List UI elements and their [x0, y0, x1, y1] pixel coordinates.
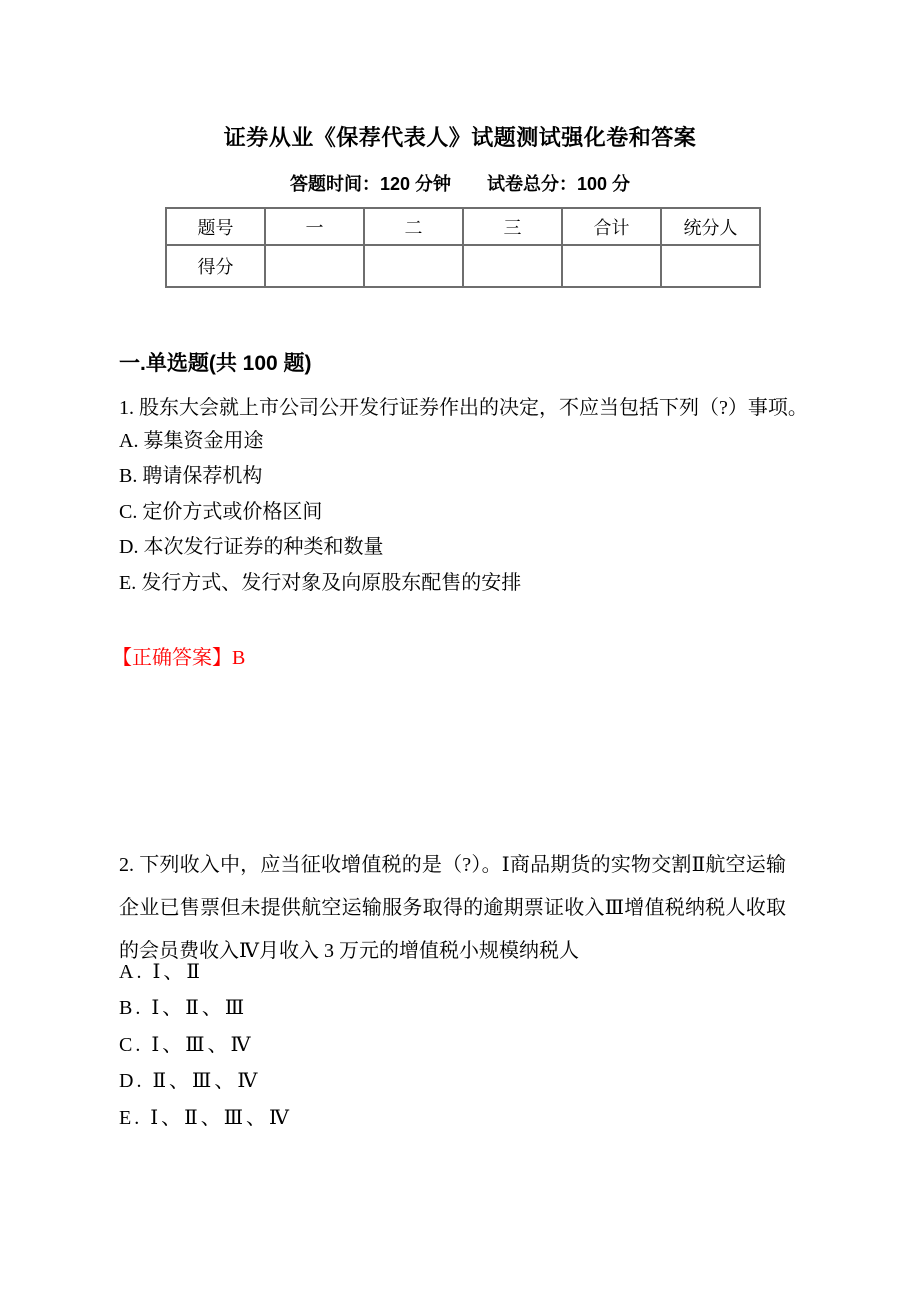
document-title: 证券从业《保荐代表人》试题测试强化卷和答案 — [223, 125, 697, 150]
question-2-option-b: B. Ⅰ、Ⅱ、Ⅲ — [119, 997, 248, 1020]
exam-time-label: 答题时间：120 分钟 — [289, 174, 451, 194]
question-1-stem: 1. 股东大会就上市公司公开发行证券作出的决定，不应当包括下列（?）事项。 — [119, 397, 808, 419]
question-1-option-c: C. 定价方式或价格区间 — [119, 500, 323, 523]
score-table-header-row — [166, 208, 760, 245]
score-cell-section-3 — [463, 245, 562, 287]
score-table-score-row — [166, 245, 760, 287]
question-2-options — [119, 954, 292, 1136]
score-cell-grader — [661, 245, 760, 287]
question-1-option-d: D. 本次发行证券的种类和数量 — [119, 536, 384, 559]
exam-meta-line — [0, 170, 920, 196]
question-2-option-d: D. Ⅱ、Ⅲ、Ⅳ — [119, 1070, 261, 1093]
question-2-option-e: E. Ⅰ、Ⅱ、Ⅲ、Ⅳ — [119, 1106, 292, 1129]
score-row-label: 得分 — [166, 245, 265, 287]
question-1-options — [119, 424, 521, 601]
question-1-correct-answer: 【正确答案】B — [112, 647, 246, 669]
score-table-header-total: 合计 — [562, 208, 661, 245]
question-2-stem: 2. 下列收入中，应当征收增值税的是（?）。Ⅰ商品期货的实物交割Ⅱ航空运输企业已售票但未提供航空运输服务取得的逾期票证收入Ⅲ增值税纳税人收取的会员费收入Ⅳ月收入 3 万元的增值税小规模纳税人 — [119, 854, 786, 962]
score-cell-section-2 — [364, 245, 463, 287]
question-1-option-a: A. 募集资金用途 — [119, 430, 264, 452]
question-1-option-e: E. 发行方式、发行对象及向原股东配售的安排 — [119, 571, 522, 594]
score-table-header-section-3: 三 — [463, 208, 562, 245]
question-2-option-a: A. Ⅰ、Ⅱ — [119, 961, 203, 983]
score-cell-section-1 — [265, 245, 364, 287]
score-table-header-grader: 统分人 — [661, 208, 760, 245]
question-2-option-c: C. Ⅰ、Ⅲ、Ⅳ — [119, 1033, 254, 1056]
score-cell-total — [562, 245, 661, 287]
score-table — [165, 207, 761, 288]
score-table-header-section-1: 一 — [265, 208, 364, 245]
score-table-header-section-2: 二 — [364, 208, 463, 245]
exam-total-score-label: 试卷总分：100 分 — [487, 174, 631, 194]
question-1-option-b: B. 聘请保荐机构 — [119, 465, 263, 488]
score-table-header-question-number: 题号 — [166, 208, 265, 245]
section-heading-single-choice: 一.单选题(共 100 题) — [119, 352, 312, 375]
